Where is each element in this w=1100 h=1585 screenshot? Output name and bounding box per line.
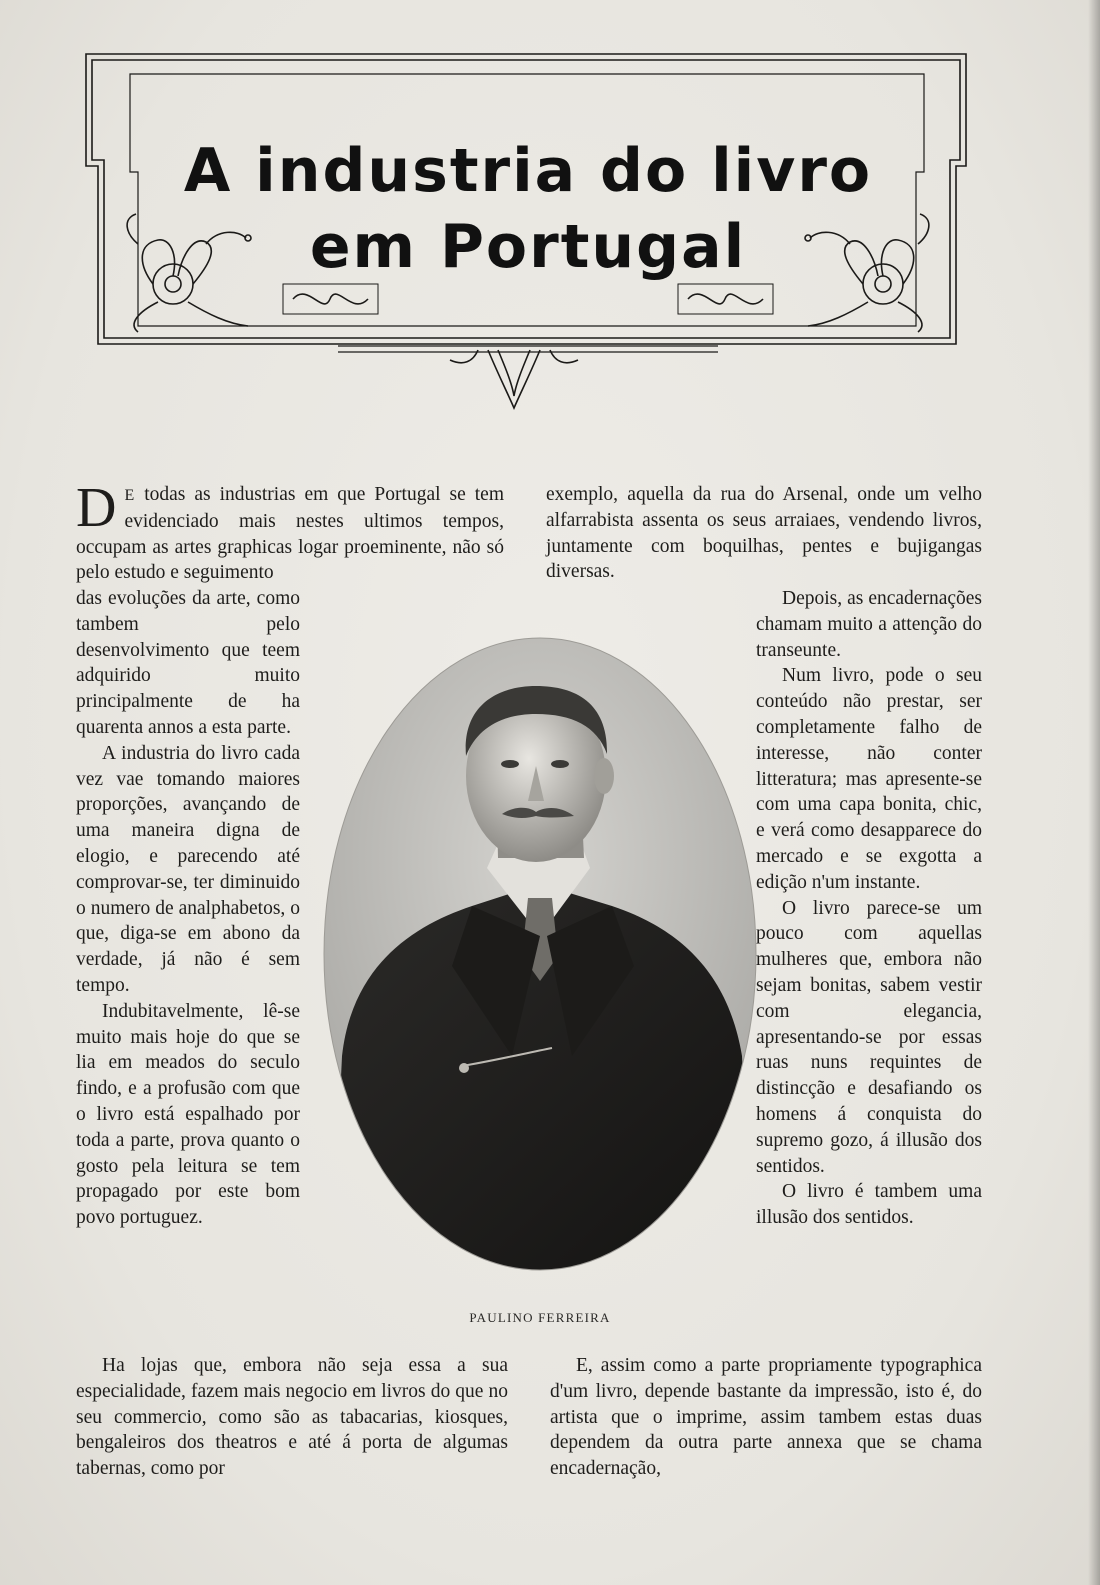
col2-narrow-block bbox=[756, 586, 982, 1231]
col1-narrow-c: Indubitavelmente, lê-se muito mais hoje do que se lia em meados do seculo findo, e a profusão com que o livro está espalhado por toda a parte, prova quanto o gosto pela leitura se tem propagado por este bom povo portuguez. bbox=[76, 1000, 300, 1229]
col1-bottom-text: Ha lojas que, embora não seja essa a sua especialidade, fazem mais negocio em livros do que no seu commercio, como são as tabacarias, kiosques, bengaleiros dos theatros e até á porta de algumas tabernas, como por bbox=[76, 1355, 508, 1480]
col2-narrow-c: O livro parece-se um pouco com aquellas mulheres que, embora não sejam bonitas, sabem vestir com elegancia, apresentando-se por essas ruas nuns requintes de distincção e desafiando os homens á conquista do supremo gozo, á illusão dos sentidos. bbox=[756, 897, 982, 1177]
col1-narrow-a: das evoluções da arte, como tambem pelo desenvolvimento que teem adquirido muito principalmente de ha quarenta annos a esta parte. bbox=[76, 588, 300, 738]
col2-bottom-text: E, assim como a parte propriamente typographica d'um livro, depende bastante da impressão, isto é, do artista que o imprime, assim tambem estas duas dependem da outra parte annexa que se chama encadernação, bbox=[550, 1355, 982, 1480]
first-word-rest: E bbox=[124, 487, 136, 504]
portrait-caption: PAULINO FERREIRA bbox=[469, 1310, 611, 1325]
portrait-photo bbox=[322, 636, 758, 1272]
page-edge-shadow bbox=[1088, 0, 1100, 1585]
col1-narrow-block bbox=[76, 586, 300, 1231]
title-frame bbox=[78, 44, 978, 424]
col2-top-paragraph bbox=[546, 482, 982, 585]
col2-bottom-paragraph bbox=[550, 1353, 982, 1482]
portrait-illustration bbox=[322, 636, 758, 1272]
col2-narrow-b: Num livro, pode o seu conteúdo não prestar, ser completamente falho de interesse, não conter litteratura; mas apresente-se com uma capa bonita, chic, e verá como desapparece do mercado e se exgotta a edição n'um instante. bbox=[756, 665, 982, 893]
col1-top-text: todas as industrias em que Portugal se tem evidenciado mais nestes ultimos tempos, occupam as artes graphicas logar proeminente, não só pelo estudo e seguimento bbox=[76, 484, 504, 584]
col1-narrow-b: A industria do livro cada vez vae tomando maiores proporções, avançando de uma maneira digna de elogio, e parecendo até comprovar-se, ter diminuido o numero de analphabetos, o que, diga-se em abono da verdade, já não é sem tempo. bbox=[76, 742, 300, 996]
col2-top-text: exemplo, aquella da rua do Arsenal, onde um velho alfarrabista assenta os seus arraiaes, vendendo livros, juntamente com boquilhas, pentes e bujigangas diversas. bbox=[546, 484, 982, 583]
col1-top-paragraph bbox=[76, 477, 504, 586]
col1-bottom-paragraph bbox=[76, 1353, 508, 1482]
title-line-1: A industria do livro bbox=[183, 136, 873, 206]
drop-cap: D bbox=[76, 477, 117, 539]
col2-narrow-d: O livro é tambem uma illusão dos sentidos. bbox=[756, 1181, 982, 1229]
col2-narrow-a: Depois, as encadernações chamam muito a attenção do transeunte. bbox=[756, 588, 982, 661]
title-line-2: em Portugal bbox=[309, 212, 747, 282]
